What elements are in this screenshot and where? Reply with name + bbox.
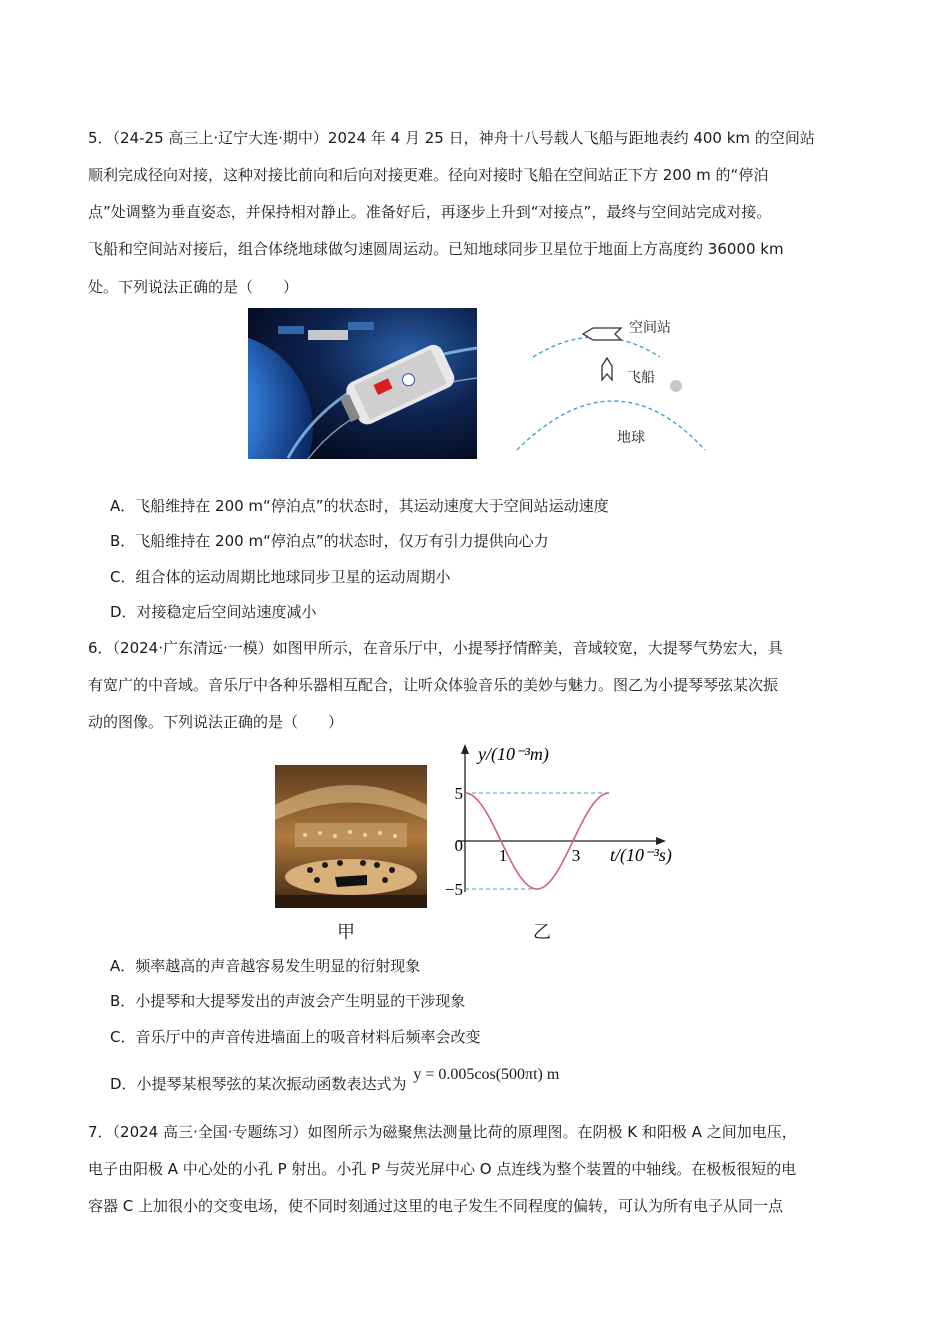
q5-line: 5．（24-25 高三上·辽宁大连·期中）2024 年 4 月 25 日，神舟十八号载人飞船与距地表约 400 km 的空间站 (88, 129, 815, 147)
vibration-formula: y = 0.005cos(500πt) m (413, 1066, 560, 1083)
q7-line: 电子由阳极 A 中心处的小孔 P 射出。小孔 P 与荧光屏中心 O 点连线为整个装置的中轴线。在极板很短的电 (88, 1160, 797, 1178)
vibration-chart (440, 740, 690, 910)
q5-line: 点”处调整为垂直姿态，并保持相对静止。准备好后，再逐步上升到“对接点”，最终与空间站完成对接。 (88, 203, 772, 221)
q5-option-a[interactable]: A．飞船维持在 200 m“停泊点”的状态时，其运动速度大于空间站运动速度 (110, 497, 609, 515)
q6-line: 6．（2024·广东清远·一模）如图甲所示，在音乐厅中，小提琴抒情醉美，音域较宽，大提琴气势宏大，具 (88, 639, 783, 657)
q6-option-c[interactable]: C．音乐厅中的声音传进墙面上的吸音材料后频率会改变 (110, 1028, 481, 1046)
y-tick-label: 0 (454, 836, 463, 855)
q5-line: 顺利完成径向对接，这种对接比前向和后向对接更难。径向对接时飞船在空间站正下方 200 m 的“停泊 (88, 166, 769, 184)
ship-label: 飞船 (627, 370, 655, 386)
q5-option-b[interactable]: B．飞船维持在 200 m“停泊点”的状态时，仅万有引力提供向心力 (110, 532, 549, 550)
q6-line: 动的图像。下列说法正确的是（ ） (88, 713, 344, 731)
x-axis-label: t/(10⁻³s) (610, 845, 672, 865)
q7-line: 容器 C 上加很小的交变电场，使不同时刻通过这里的电子发生不同程度的偏转，可认为所有电子从同一点 (88, 1197, 784, 1215)
q6-option-d[interactable] (110, 1066, 560, 1095)
earth-label: 地球 (617, 430, 645, 446)
x-tick-label: 3 (571, 846, 581, 865)
y-axis-label: y/(10⁻³m) (478, 744, 549, 764)
q5-option-d[interactable]: D．对接稳定后空间站速度减小 (110, 603, 317, 621)
q6-option-a[interactable]: A．频率越高的声音越容易发生明显的衍射现象 (110, 957, 421, 975)
station-icon (583, 328, 621, 340)
q6-option-d-text: D．小提琴某根琴弦的某次振动函数表达式为 (110, 1075, 407, 1093)
q5-line: 飞船和空间站对接后，组合体绕地球做匀速圆周运动。已知地球同步卫星位于地面上方高度约 36000 km (88, 240, 784, 258)
q7-line: 7．（2024 高三·全国·专题练习）如图所示为磁聚焦法测量比荷的原理图。在阴极 K 和阳极 A 之间加电压， (88, 1123, 797, 1141)
caption-jia: 甲 (337, 922, 355, 943)
earth-surface (517, 401, 705, 450)
concert-hall-photo (275, 765, 427, 908)
y-axis-arrow (461, 744, 469, 754)
docking-diagram (515, 312, 710, 462)
ship-icon (602, 358, 612, 380)
caption-yi: 乙 (533, 922, 551, 943)
q6-option-b[interactable]: B．小提琴和大提琴发出的声波会产生明显的干涉现象 (110, 992, 466, 1010)
x-axis-arrow (656, 837, 666, 845)
space-station-photo (248, 308, 477, 459)
y-tick-label: 5 (454, 784, 463, 803)
q5-line: 处。下列说法正确的是（ ） (88, 278, 299, 296)
dot-marker (670, 380, 682, 392)
q5-option-c[interactable]: C．组合体的运动周期比地球同步卫星的运动周期小 (110, 568, 451, 586)
q6-line: 有宽广的中音域。音乐厅中各种乐器相互配合，让听众体验音乐的美妙与魅力。图乙为小提琴琴弦某次振 (88, 676, 779, 694)
station-label: 空间站 (629, 320, 671, 336)
x-tick-label: 1 (498, 846, 508, 865)
y-tick-label: −5 (444, 880, 463, 899)
